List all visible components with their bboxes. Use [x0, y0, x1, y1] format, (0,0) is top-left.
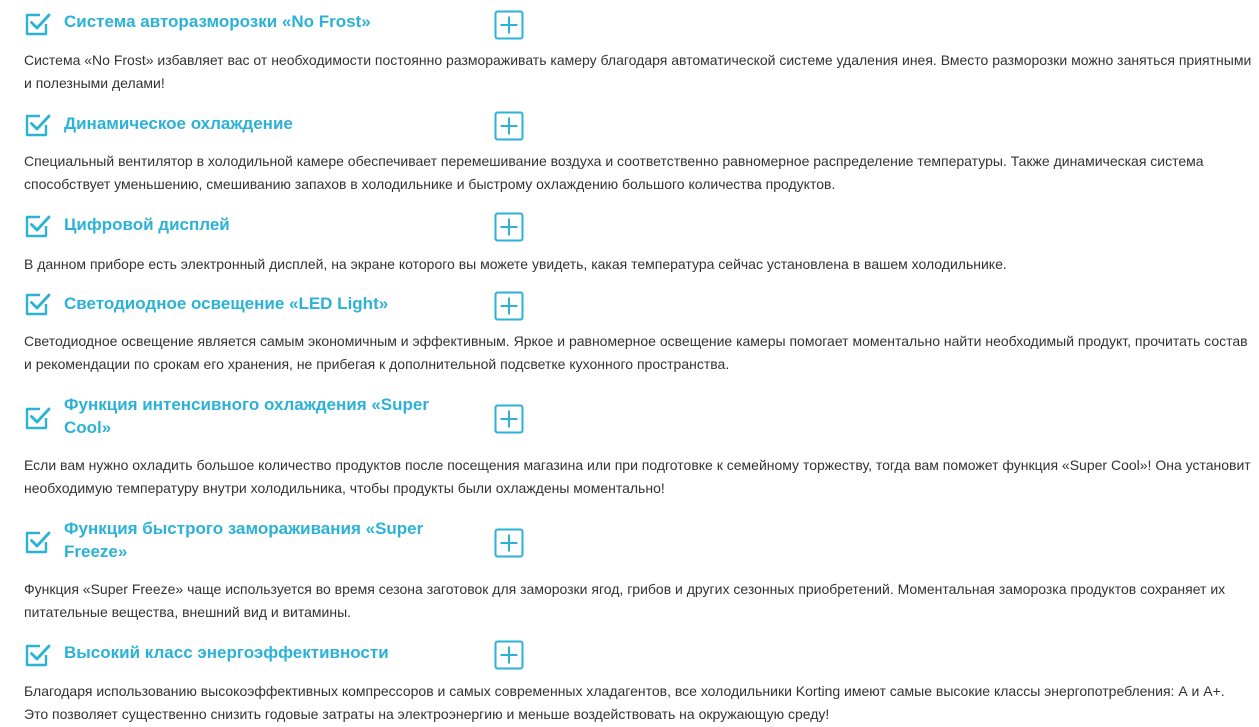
plus-square-icon	[494, 212, 524, 242]
expand-button[interactable]	[494, 10, 524, 40]
plus-square-icon	[494, 111, 524, 141]
checkbox-checked-icon	[24, 641, 51, 668]
feature-description: Светодиодное освещение является самым экономичным и эффективным. Яркое и равномерное освещение камеры помогает моментально найти необходимый продукт, прочитать состав и рекомендации по срокам его хранения, не прибегая к дополнительной подсветке кухонного пространства.	[24, 333, 1248, 372]
feature-title: Цифровой дисплей	[64, 215, 230, 234]
feature-description: Функция «Super Freeze» чаще используется во время сезона заготовок для заморозки ягод, грибов и других сезонных приобретений. Моментальная заморозка продуктов сохраняет их питательные вещества, внешний вид и витамины.	[24, 581, 1226, 620]
checkbox-checked-icon	[24, 212, 51, 239]
feature-title: Динамическое охлаждение	[64, 114, 293, 133]
expand-button[interactable]	[494, 212, 524, 242]
plus-square-icon	[494, 528, 524, 558]
feature-description: Система «No Frost» избавляет вас от необходимости постоянно размораживать камеру благодаря автоматической системе удаления инея. Вместо разморозки можно заняться приятными и полезными делами!	[24, 52, 1252, 91]
plus-square-icon	[494, 291, 524, 321]
feature-title: Светодиодное освещение «LED Light»	[64, 294, 389, 313]
checkbox-checked-icon	[24, 111, 51, 138]
feature-description: Если вам нужно охладить большое количество продуктов после посещения магазина или при подготовке к семейному торжеству, тогда вам поможет функция «Super Cool»! Она установит необходимую температуру внутри холодильника, чтобы продукты были охлаждены моментально!	[24, 457, 1251, 496]
expand-button[interactable]	[494, 291, 524, 321]
plus-square-icon	[494, 640, 524, 670]
checkbox-checked-icon	[24, 10, 51, 37]
feature-title: Высокий класс энергоэффективности	[64, 643, 389, 662]
feature-description: Благодаря использованию высокоэффективных компрессоров и самых современных хладагентов, все холодильники Korting имеют самые высокие классы энергопотребления: А и А+. Это позволяет существенно снизить годовые затраты на электроэнергию и меньше воздействовать на окружающую среду!	[24, 683, 1225, 722]
plus-square-icon	[494, 404, 524, 434]
checkbox-checked-icon	[24, 290, 51, 317]
feature-title: Система авторазморозки «No Frost»	[64, 12, 371, 31]
expand-button[interactable]	[494, 528, 524, 558]
checkbox-checked-icon	[24, 404, 51, 431]
feature-title: Функция интенсивного охлаждения «Super Cool»	[64, 395, 429, 437]
checkbox-checked-icon	[24, 528, 51, 555]
feature-description: Специальный вентилятор в холодильной камере обеспечивает перемешивание воздуха и соответственно равномерное распределение температуры. Также динамическая система способствует уменьшению, смешиванию запахов в холодильнике и быстрому охлаждению большого количества продуктов.	[24, 153, 1204, 192]
expand-button[interactable]	[494, 640, 524, 670]
expand-button[interactable]	[494, 404, 524, 434]
plus-square-icon	[494, 10, 524, 40]
expand-button[interactable]	[494, 111, 524, 141]
feature-description: В данном приборе есть электронный дисплей, на экране которого вы можете увидеть, какая температура сейчас установлена в вашем холодильнике.	[24, 256, 1007, 272]
feature-title: Функция быстрого замораживания «Super Freeze»	[64, 519, 424, 561]
